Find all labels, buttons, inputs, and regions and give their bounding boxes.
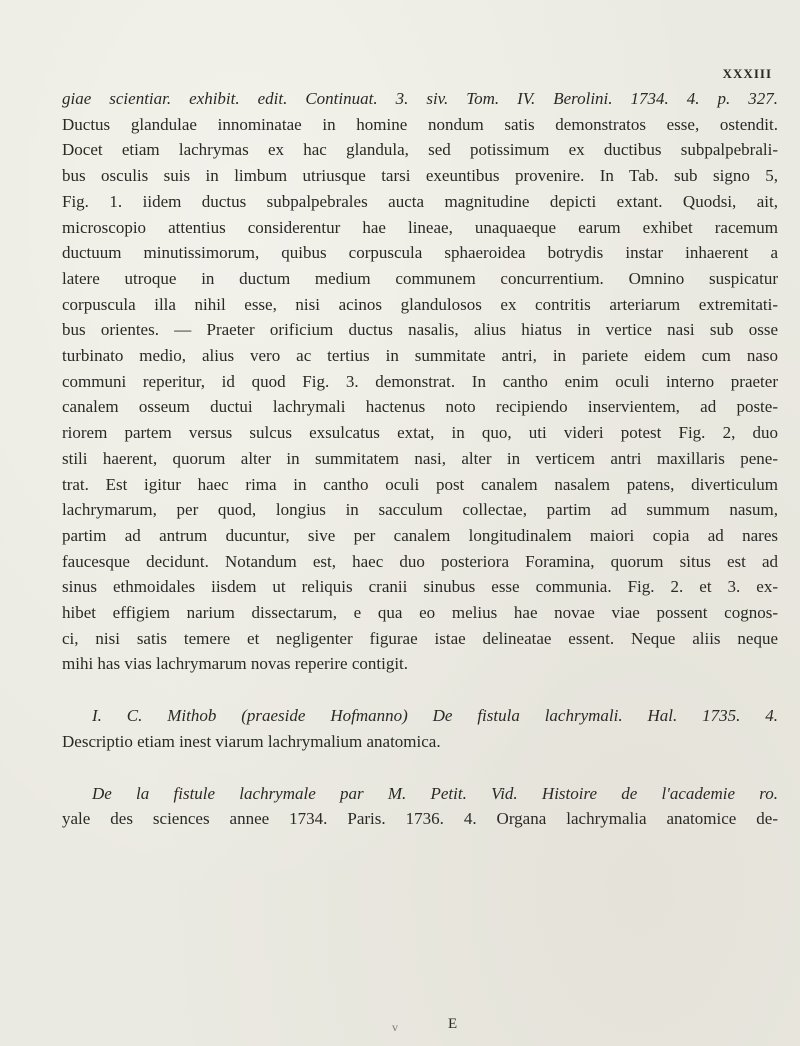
text-line: riorem partem versus sulcus exsulcatus extat, in quo, uti videri potest Fig. 2, duo [62, 423, 778, 443]
text-line: bus orientes. — Praeter orificium ductus nasalis, alius hiatus in vertice nasi sub osse [62, 320, 778, 340]
paragraph-main [62, 86, 778, 677]
text-line: trat. Est igitur haec rima in cantho oculi post canalem nasalem patens, diverticulum [62, 474, 778, 494]
printer-mark: v [392, 1020, 398, 1034]
text-line: faucesque decidunt. Notandum est, haec duo posteriora Foramina, quorum situs est ad [62, 551, 778, 571]
text-line: hibet effigiem narium dissectarum, e qua eo melius hae novae viae possent cognos- [62, 603, 778, 623]
text-line: canalem osseum ductui lachrymali hactenus noto recipiendo inservientem, ad poste- [62, 397, 778, 417]
text-line: stili haerent, quorum alter in summitatem nasi, alter in verticem antri maxillaris pene- [62, 448, 778, 468]
text-block [62, 86, 778, 832]
text-line: ci, nisi satis temere et negligenter figurae istae delineatae essent. Neque aliis neque [62, 628, 778, 648]
entry-citation: I. C. Mithob (praeside Hofmanno) De fistula lachrymali. Hal. 1735. 4. [92, 706, 778, 726]
text-line: bus osculis suis in limbum utriusque tarsi exeuntibus provenire. In Tab. sub signo 5, [62, 166, 778, 186]
entry-citation: De la fistule lachrymale par M. Petit. Vid. Histoire de l'academie ro. [92, 783, 778, 803]
text-line: mihi has vias lachrymarum novas reperire contigit. [62, 654, 409, 674]
text-line: ductuum minutissimorum, quibus corpuscula sphaeroidea botrydis instar inhaerent a [62, 243, 778, 263]
text-line: lachrymarum, per quod, longius in sacculum collectae, partim ad summum nasum, [62, 500, 778, 520]
text-line: Fig. 1. iidem ductus subpalpebrales aucta magnitudine depicti extant. Quodsi, ait, [62, 191, 778, 211]
text-line: giae scientiar. exhibit. edit. Continuat. 3. siv. Tom. IV. Berolini. 1734. 4. p. 327. [62, 89, 778, 108]
text-line: latere utroque in ductum medium communem concurrentium. Omnino suspicatur [62, 268, 778, 288]
page-number: XXXIII [722, 66, 772, 81]
text-line: Docet etiam lachrymas ex hac glandula, sed potissimum ex ductibus subpalpebrali- [62, 140, 778, 160]
entry-description: Descriptio etiam inest viarum lachrymalium anatomica. [62, 731, 441, 751]
bibliography-entry-petit [62, 781, 778, 832]
entry-citation-continued: yale des sciences annee 1734. Paris. 1736. 4. Organa lachrymalia anatomice de- [62, 809, 778, 829]
signature-mark: E [448, 1016, 458, 1032]
text-line: communi reperitur, id quod Fig. 3. demonstrat. In cantho enim oculi interno praeter [62, 371, 778, 391]
text-line: corpuscula illa nihil esse, nisi acinos glandulosos ex contritis arteriarum extremitati- [62, 294, 778, 314]
text-line: sinus ethmoidales iisdem ut reliquis cranii sinubus esse communia. Fig. 2. et 3. ex- [62, 577, 778, 597]
text-line: partim ad antrum ducuntur, sive per canalem longitudinalem maiori copia ad nares [62, 525, 778, 545]
text-line: microscopio attentius considerentur hae lineae, unaquaeque earum exhibet racemum [62, 217, 778, 237]
text-line: Ductus glandulae innominatae in homine nondum satis demonstratos esse, ostendit. [62, 114, 778, 134]
bibliography-entry-mithob [62, 703, 778, 754]
text-line: turbinato medio, alius vero ac tertius in summitate antri, in pariete eidem cum naso [62, 346, 778, 366]
